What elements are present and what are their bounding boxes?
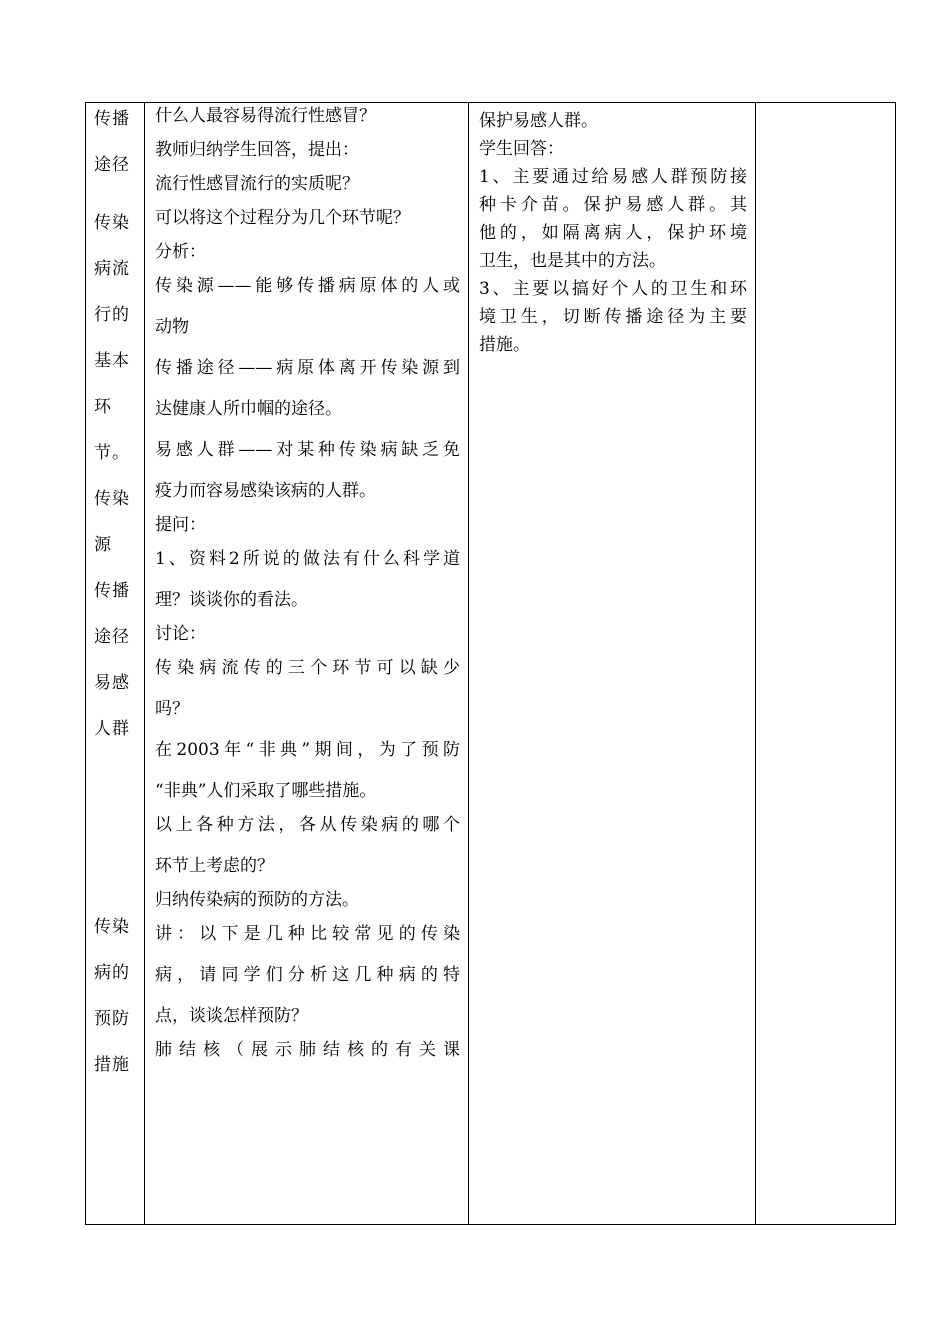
teacher-line: 吗？ <box>155 699 189 719</box>
topic-text: 基本 <box>94 351 130 371</box>
topic-text: 途径 <box>94 155 130 175</box>
teacher-line: 环节上考虑的？ <box>155 856 274 876</box>
topic-text: 传染 <box>94 917 130 937</box>
student-line: 措施。 <box>479 335 530 355</box>
teacher-line: 疫力而容易感染该病的人群。 <box>155 481 376 501</box>
teacher-line: 点，谈谈怎样预防？ <box>155 1006 308 1026</box>
student-line: 学生回答： <box>479 139 564 159</box>
student-line: 保护易感人群。 <box>479 111 598 131</box>
teacher-line: 以上各种方法，各从传染病的哪个 <box>155 815 460 835</box>
topic-text: 环 <box>94 397 112 417</box>
student-line: 卫生，也是其中的方法。 <box>479 251 666 271</box>
topic-text: 人群 <box>94 719 130 739</box>
teacher-line: 1、资料2所说的做法有什么科学道 <box>155 549 460 569</box>
topic-text: 措施 <box>94 1055 130 1075</box>
student-line: 他的，如隔离病人，保护环境 <box>479 223 747 243</box>
teacher-line: “非典”人们采取了哪些措施。 <box>155 781 377 801</box>
topic-text: 传播 <box>94 109 130 129</box>
topic-text: 源 <box>94 535 112 555</box>
student-line: 1、主要通过给易感人群预防接 <box>479 167 747 187</box>
teacher-line: 理？谈谈你的看法。 <box>155 590 308 610</box>
teacher-line: 达健康人所巾帼的途径。 <box>155 399 342 419</box>
teacher-line: 易感人群——对某种传染病缺乏免 <box>155 440 460 460</box>
topic-text: 途径 <box>94 627 130 647</box>
teacher-line: 流行性感冒流行的实质呢？ <box>155 174 359 194</box>
notes-column <box>756 103 896 1225</box>
student-line: 3、主要以搞好个人的卫生和环 <box>479 279 747 299</box>
teacher-line: 教师归纳学生回答，提出： <box>155 140 359 160</box>
topic-text: 预防 <box>94 1009 130 1029</box>
student-line: 种卡介苗。保护易感人群。其 <box>479 195 747 215</box>
teacher-line: 传播途径——病原体离开传染源到 <box>155 358 460 378</box>
topic-text: 易感 <box>94 673 130 693</box>
topic-text: 节。 <box>94 443 130 463</box>
topic-text: 行的 <box>94 305 130 325</box>
topic-text: 传染 <box>94 489 130 509</box>
teacher-line: 讨论： <box>155 624 206 644</box>
teacher-line: 肺结核（展示肺结核的有关课 <box>155 1040 460 1060</box>
teacher-line: 可以将这个过程分为几个环节呢？ <box>155 208 410 228</box>
teacher-line: 传染病流传的三个环节可以缺少 <box>155 658 460 678</box>
student-line: 境卫生，切断传播途径为主要 <box>479 307 747 327</box>
teacher-line: 在2003年“非典”期间，为了预防 <box>155 740 460 760</box>
teacher-line: 病，请同学们分析这几种病的特 <box>155 965 460 985</box>
topic-text: 传播 <box>94 581 130 601</box>
teacher-line: 分析： <box>155 242 206 262</box>
topic-text: 传染 <box>94 213 130 233</box>
teacher-line: 归纳传染病的预防的方法。 <box>155 890 359 910</box>
topic-text: 病流 <box>94 259 130 279</box>
lesson-plan-table <box>85 102 896 1225</box>
topic-column <box>86 103 145 1225</box>
student-activity-column <box>469 103 756 1225</box>
teacher-line: 讲：以下是几种比较常见的传染 <box>155 924 460 944</box>
teacher-line: 什么人最容易得流行性感冒？ <box>155 106 376 126</box>
table-row <box>86 103 896 1225</box>
teacher-line: 传染源——能够传播病原体的人或 <box>155 276 460 296</box>
teacher-line: 动物 <box>155 317 189 337</box>
topic-text: 病的 <box>94 963 130 983</box>
teacher-activity-column <box>145 103 469 1225</box>
teacher-line: 提问： <box>155 515 206 535</box>
